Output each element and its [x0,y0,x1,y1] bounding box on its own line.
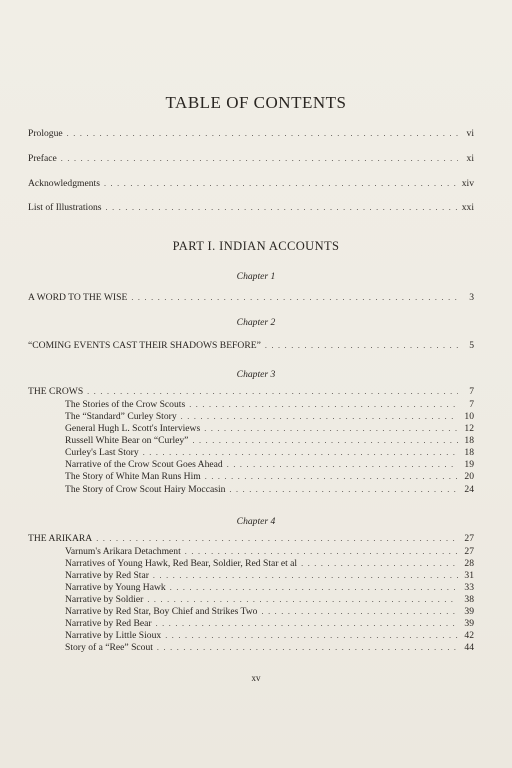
toc-entry-label: Russell White Bear on “Curley” [65,435,189,446]
toc-entry [65,630,474,641]
toc-entry [65,582,474,593]
dot-leader [205,472,458,481]
toc-entry-label: Narrative by Little Sioux [65,630,162,641]
toc-entry [65,459,474,470]
dot-leader [87,387,458,396]
toc-entry-label: Narrative by Red Star [65,570,149,581]
toc-entry [65,618,474,629]
toc-entry-page: 39 [464,618,474,629]
dot-leader [265,341,458,350]
toc-entry-label: The Story of Crow Scout Hairy Moccasin [65,484,226,495]
toc-entry-label: Narrative by Soldier [65,594,144,605]
chapter-heading: Chapter 3 [236,369,276,380]
dot-leader [67,129,458,138]
toc-entry-page: 38 [464,594,474,605]
dot-leader [96,534,458,543]
toc-entry-label: Narrative of the Crow Scout Goes Ahead [65,459,223,470]
toc-entry-page: 19 [464,459,474,470]
toc-entry-page: 12 [464,423,474,434]
dot-leader [143,448,458,457]
dot-leader [227,460,458,469]
toc-entry [28,153,474,164]
toc-entry-page: vi [466,128,474,139]
toc-entry-page: 18 [464,447,474,458]
toc-entry-page: 10 [464,411,474,422]
dot-leader [301,559,458,568]
toc-section [28,533,474,544]
toc-entry-page: 24 [464,484,474,495]
toc-entry-label: Preface [28,153,57,164]
toc-entry-label: Narrative by Red Star, Boy Chief and Strikes Two [65,606,258,617]
chapter-heading: Chapter 2 [236,317,276,328]
toc-entry-page: 39 [464,606,474,617]
toc-entry [65,484,474,495]
toc-entry [65,606,474,617]
toc-section-page: 5 [469,340,474,351]
toc-entry-label: The “Standard” Curley Story [65,411,177,422]
chapter-heading: Chapter 1 [236,271,276,282]
toc-entry [65,546,474,557]
toc-section-page: 27 [464,533,474,544]
toc-entry-label: Narrative by Red Bear [65,618,152,629]
toc-entry-label: Acknowledgments [28,178,100,189]
toc-entry [65,399,474,410]
toc-entry-label: The Stories of the Crow Scouts [65,399,186,410]
toc-entry-label: Varnum's Arikara Detachment [65,546,181,557]
toc-entry [65,558,474,569]
dot-leader [189,400,458,409]
toc-entry-page: xi [466,153,474,164]
dot-leader [185,547,458,556]
toc-entry-label: Narrative by Young Hawk [65,582,166,593]
toc-section [28,292,474,303]
part-heading: PART I. INDIAN ACCOUNTS [172,239,340,253]
toc-entry-label: Curley's Last Story [65,447,139,458]
toc-entry-label: List of Illustrations [28,202,102,213]
dot-leader [157,643,458,652]
toc-entry-page: 42 [464,630,474,641]
dot-leader [61,154,458,163]
toc-section [28,340,474,351]
toc-entry [65,594,474,605]
dot-leader [181,412,458,421]
toc-entry [28,128,474,139]
toc-entry [65,642,474,653]
toc-entry [65,471,474,482]
dot-leader [192,436,458,445]
toc-section-label: A WORD TO THE WISE [28,292,128,303]
toc-section-label: “COMING EVENTS CAST THEIR SHADOWS BEFORE” [28,340,261,351]
dot-leader [106,203,458,212]
page-folio: xv [251,673,261,683]
toc-section-label: THE CROWS [28,386,84,397]
toc-entry-page: 18 [464,435,474,446]
toc-entry-page: xiv [461,178,474,189]
dot-leader [261,607,458,616]
toc-section-label: THE ARIKARA [28,533,93,544]
toc-entry-label: Narratives of Young Hawk, Red Bear, Soldier, Red Star et al [65,558,298,569]
page-title: TABLE OF CONTENTS [165,93,347,112]
toc-entry-page: 20 [464,471,474,482]
dot-leader [104,179,458,188]
dot-leader [229,485,458,494]
dot-leader [156,619,458,628]
dot-leader [170,583,458,592]
toc-section-page: 7 [469,386,474,397]
toc-entry-page: 28 [464,558,474,569]
toc-entry [28,178,474,189]
toc-entry-page: 31 [464,570,474,581]
toc-entry-page: 27 [464,546,474,557]
toc-entry-label: Story of a “Ree” Scout [65,642,153,653]
toc-entry-page: 44 [464,642,474,653]
toc-entry [65,423,474,434]
toc-entry [65,447,474,458]
toc-entry-label: General Hugh L. Scott's Interviews [65,423,201,434]
toc-entry [65,435,474,446]
toc-section-page: 3 [469,292,474,303]
dot-leader [131,293,458,302]
dot-leader [165,631,458,640]
toc-entry-page: 33 [464,582,474,593]
toc-entry-page: 7 [469,399,474,410]
toc-entry-label: Prologue [28,128,63,139]
toc-section [28,386,474,397]
toc-entry-page: xxi [461,202,474,213]
chapter-heading: Chapter 4 [236,516,276,527]
toc-entry [28,202,474,213]
toc-entry [65,570,474,581]
dot-leader [153,571,458,580]
dot-leader [204,424,458,433]
toc-entry [65,411,474,422]
toc-entry-label: The Story of White Man Runs Him [65,471,201,482]
dot-leader [147,595,458,604]
